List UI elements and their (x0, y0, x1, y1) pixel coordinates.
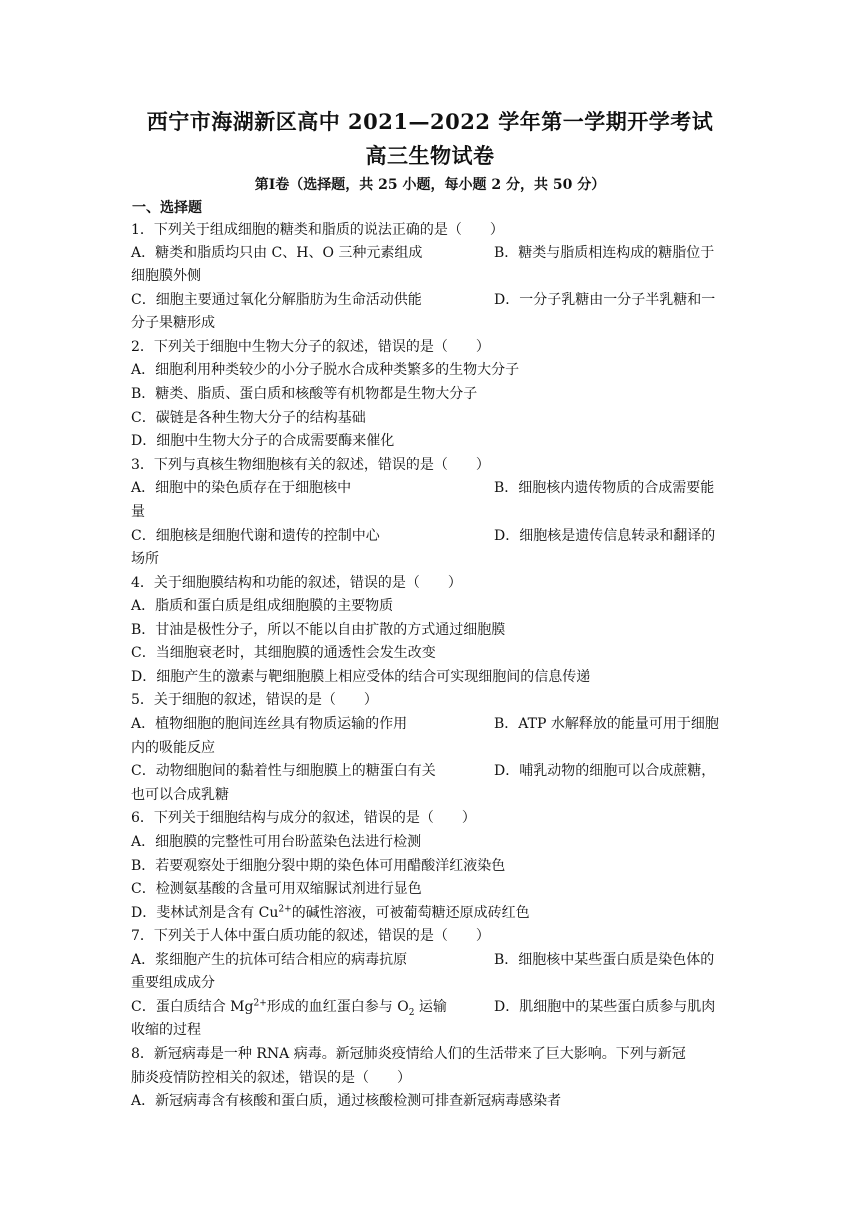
question-2-option-a: A．细胞利用种类较少的小分子脱水合成种类繁多的生物大分子 (131, 362, 520, 378)
question-7-option-c-text-mid: 形成的血红蛋白参与 O (266, 999, 409, 1015)
question-3-option-d: D．细胞核是遗传信息转录和翻译的 (494, 528, 716, 544)
question-7-stem: 7．下列关于人体中蛋白质功能的叙述，错误的是（ ） (131, 928, 490, 944)
question-7-option-d: D．肌细胞中的某些蛋白质参与肌肉 (494, 999, 716, 1015)
question-6-option-a: A．细胞膜的完整性可用台盼蓝染色法进行检测 (131, 834, 422, 850)
question-2-stem: 2．下列关于细胞中生物大分子的叙述，错误的是（ ） (131, 339, 490, 355)
question-4-stem: 4．关于细胞膜结构和功能的叙述，错误的是（ ） (131, 575, 462, 591)
question-5-option-d-cont: 也可以合成乳糖 (131, 787, 229, 803)
question-3-option-b-cont: 量 (131, 504, 145, 520)
exam-title-line2: 高三生物试卷 (365, 143, 495, 168)
question-5-option-b-cont: 内的吸能反应 (131, 740, 215, 756)
question-6-option-d-text: D．斐林试剂是含有 Cu (131, 905, 279, 921)
question-5-option-a: A．植物细胞的胞间连丝具有物质运输的作用 (131, 716, 408, 732)
oxygen-subscript: 2 (408, 1007, 415, 1018)
question-4-option-c: C．当细胞衰老时，其细胞膜的通透性会发生改变 (131, 645, 436, 661)
exam-title-line1: 西宁市海湖新区高中 2021—2022 学年第一学期开学考试 (146, 109, 714, 134)
question-1-option-d-cont: 分子果糖形成 (131, 315, 215, 331)
question-1-option-b: B．糖类与脂质相连构成的糖脂位于 (494, 245, 715, 261)
question-8-stem: 8．新冠病毒是一种 RNA 病毒。新冠肺炎疫情给人们的生活带来了巨大影响。下列与新冠 (131, 1046, 686, 1062)
question-8-stem-cont: 肺炎疫情防控相关的叙述，错误的是（ ） (131, 1070, 411, 1086)
magnesium-ion-charge: 2+ (253, 998, 267, 1009)
question-3-option-a: A．细胞中的染色质存在于细胞核中 (131, 480, 352, 496)
question-7-option-c (131, 998, 447, 1016)
question-3-option-b: B．细胞核内遗传物质的合成需要能 (494, 480, 715, 496)
question-3-option-c: C．细胞核是细胞代谢和遗传的控制中心 (131, 528, 380, 544)
question-5-stem: 5．关于细胞的叙述，错误的是（ ） (131, 692, 378, 708)
question-7-option-b: B．细胞核中某些蛋白质是染色体的 (494, 952, 715, 968)
question-7-option-a: A．浆细胞产生的抗体可结合相应的病毒抗原 (131, 952, 408, 968)
question-6-option-c: C．检测氨基酸的含量可用双缩脲试剂进行显色 (131, 881, 422, 897)
question-1-option-b-cont: 细胞膜外侧 (131, 268, 201, 284)
question-8-option-a: A．新冠病毒含有核酸和蛋白质，通过核酸检测可排查新冠病毒感染者 (131, 1093, 562, 1109)
question-7-option-b-cont: 重要组成成分 (131, 975, 215, 991)
question-6-option-d-text-end: 的碱性溶液，可被葡萄糖还原成砖红色 (291, 905, 530, 921)
copper-ion-charge: 2+ (278, 904, 292, 915)
question-5-option-d: D．哺乳动物的细胞可以合成蔗糖， (494, 763, 716, 779)
question-1-stem: 1．下列关于组成细胞的糖类和脂质的说法正确的是（ ） (131, 222, 504, 238)
question-4-option-d: D．细胞产生的激素与靶细胞膜上相应受体的结合可实现细胞间的信息传递 (131, 669, 591, 685)
question-1-option-a: A．糖类和脂质均只由 C、H、O 三种元素组成 (131, 245, 423, 261)
question-6-option-b: B．若要观察处于细胞分裂中期的染色体可用醋酸洋红液染色 (131, 858, 506, 874)
question-4-option-a: A．脂质和蛋白质是组成细胞膜的主要物质 (131, 598, 394, 614)
question-4-option-b: B．甘油是极性分子，所以不能以自由扩散的方式通过细胞膜 (131, 622, 506, 638)
question-2-option-c: C．碳链是各种生物大分子的结构基础 (131, 410, 366, 426)
section-heading: 一、选择题 (132, 200, 202, 216)
question-6-option-d (131, 904, 530, 922)
question-5-option-c: C．动物细胞间的黏着性与细胞膜上的糖蛋白有关 (131, 763, 436, 779)
question-7-option-c-text-end: 运输 (414, 999, 447, 1015)
question-1-option-d: D．一分子乳糖由一分子半乳糖和一 (494, 292, 716, 308)
question-3-stem: 3．下列与真核生物细胞核有关的叙述，错误的是（ ） (131, 457, 490, 473)
question-2-option-b: B．糖类、脂质、蛋白质和核酸等有机物都是生物大分子 (131, 386, 478, 402)
question-5-option-b: B．ATP 水解释放的能量可用于细胞 (494, 716, 719, 732)
question-1-option-c: C．细胞主要通过氧化分解脂肪为生命活动供能 (131, 292, 422, 308)
question-2-option-d: D．细胞中生物大分子的合成需要酶来催化 (131, 433, 395, 449)
question-3-option-d-cont: 场所 (131, 551, 159, 567)
question-6-stem: 6．下列关于细胞结构与成分的叙述，错误的是（ ） (131, 810, 476, 826)
question-7-option-c-text: C．蛋白质结合 Mg (131, 999, 254, 1015)
part-heading: 第Ⅰ卷（选择题，共 25 小题，每小题 2 分，共 50 分） (254, 177, 606, 193)
question-7-option-d-cont: 收缩的过程 (131, 1022, 201, 1038)
